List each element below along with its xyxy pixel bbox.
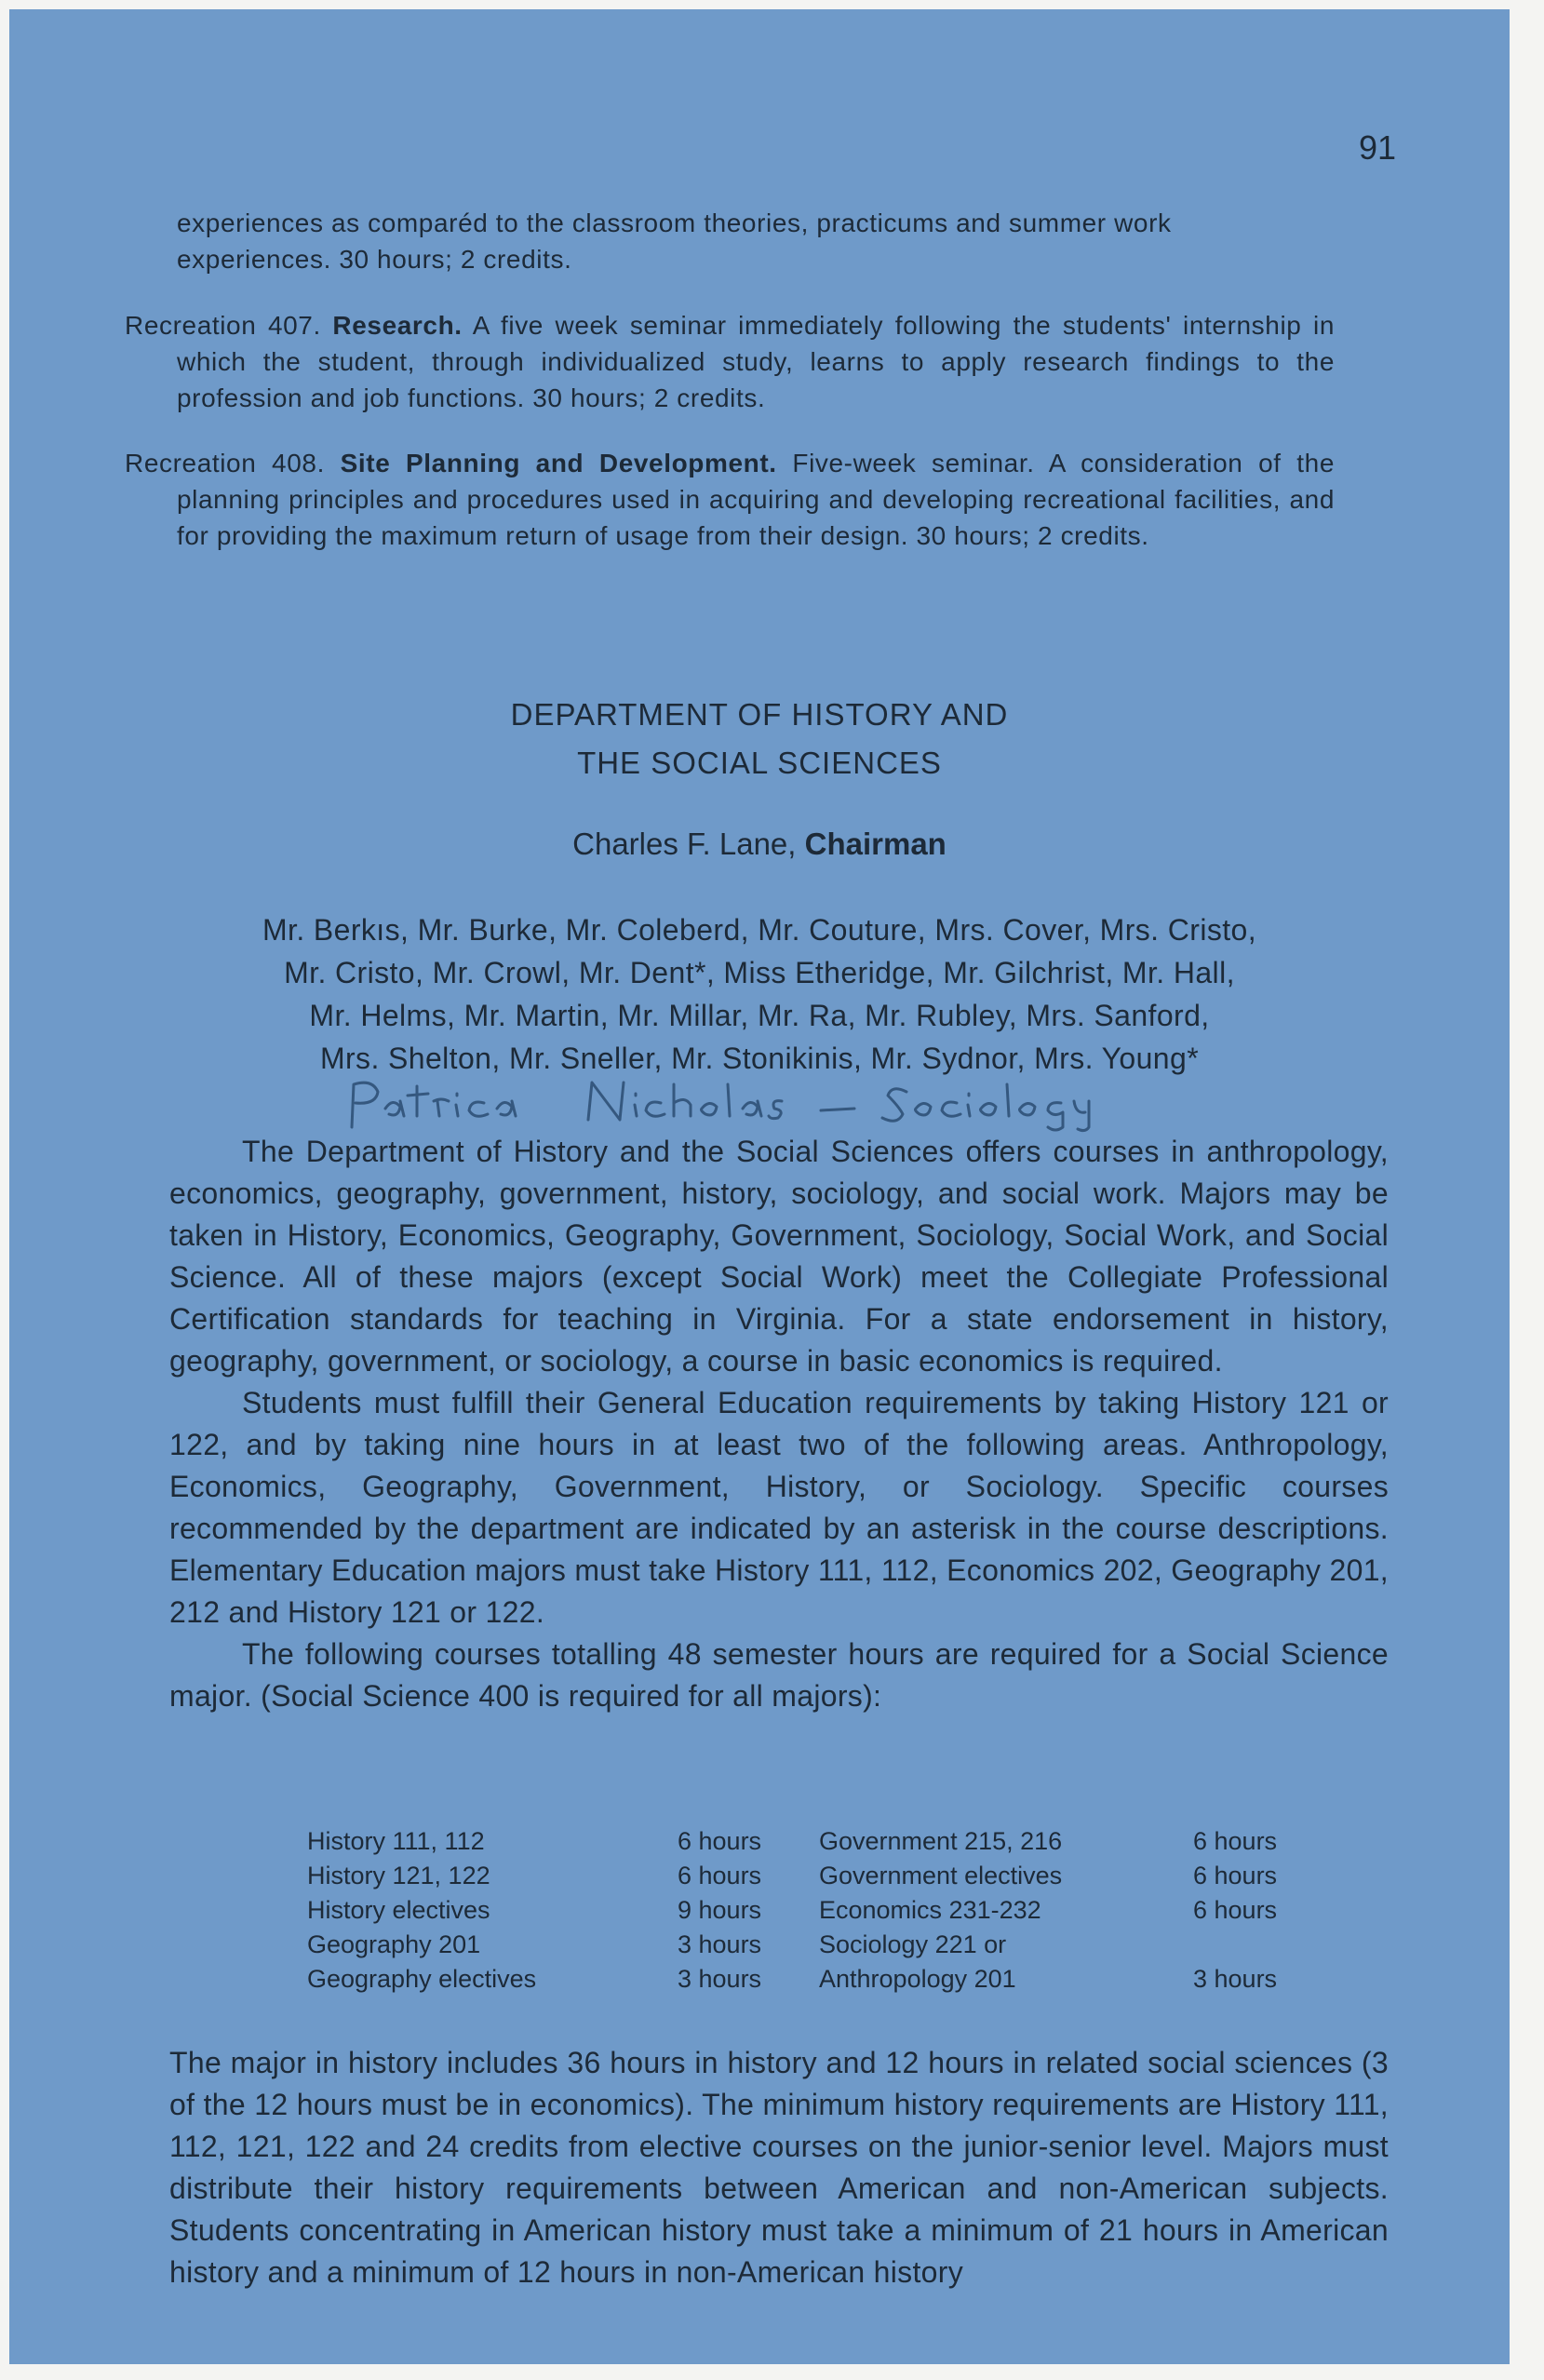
table-row: [307, 1962, 1331, 1997]
table-cell: 6 hours: [678, 1827, 762, 1855]
faculty-line: Mrs. Shelton, Mr. Sneller, Mr. Stonikinis, Mr. Sydnor, Mrs. Young*: [319, 1042, 1200, 1075]
catalog-page: [9, 9, 1510, 2364]
course-number: Recreation 407.: [125, 311, 321, 340]
table-cell: 6 hours: [678, 1862, 762, 1889]
handwritten-annotation: [344, 1073, 1284, 1135]
table-cell: [1193, 1928, 1331, 1962]
table-cell: Geography electives: [307, 1965, 537, 1993]
course-recreation-408: [125, 445, 1335, 554]
course-description: Five-week seminar. A consideration of the planning principles and procedures used in acquiring and developing recreational facilities, and for providing the maximum return of usage from their design. 30 hours; 2 credits.: [177, 449, 1335, 550]
table-cell: History 111, 112: [307, 1827, 485, 1855]
table-cell: 6 hours: [1193, 1862, 1278, 1889]
chair-role: Chairman: [804, 827, 947, 861]
table-cell: 9 hours: [678, 1896, 762, 1924]
table-cell: 3 hours: [678, 1930, 762, 1958]
course-recreation-407: [125, 307, 1335, 416]
department-title: [9, 691, 1510, 787]
course-title: Research.: [332, 311, 463, 340]
body-paragraph: The Department of History and the Social Sciences offers courses in anthropology, economics, geography, government, history, sociology, and social work. Majors may be taken in History, Economics, Geography, Government, Sociology, Social Work, and Social Science. All of these majors (except Social Work) meet the Collegiate Professional Certification standards for teaching in Virginia. For a state endorsement in history, geography, government, or sociology, a course in basic economics is required.: [169, 1135, 1389, 1378]
course-number: Recreation 408.: [125, 449, 325, 477]
faculty-list: [9, 908, 1510, 1080]
faculty-line: Mr. Berkıs, Mr. Burke, Mr. Coleberd, Mr. Couture, Mrs. Cover, Mrs. Cristo,: [262, 913, 1257, 947]
table-cell: 6 hours: [1193, 1896, 1278, 1924]
body-paragraph: The following courses totalling 48 semester hours are required for a Social Science major. (Social Science 400 is required for all majors):: [169, 1637, 1389, 1713]
table-cell: History electives: [307, 1896, 490, 1924]
table-cell: 6 hours: [1193, 1827, 1278, 1855]
table-cell: Economics 231-232: [819, 1896, 1041, 1924]
paragraph-line: experiences. 30 hours; 2 credits.: [177, 245, 572, 274]
department-description: [169, 1131, 1389, 1717]
faculty-line: Mr. Helms, Mr. Martin, Mr. Millar, Mr. Ra, Mr. Rubley, Mrs. Sanford,: [309, 999, 1210, 1032]
table-cell: Government 215, 216: [819, 1827, 1063, 1855]
chair-name: Charles F. Lane,: [572, 827, 797, 861]
body-paragraph: Students must fulfill their General Education requirements by taking History 121 or 122, and by taking nine hours in at least two of the following areas. Anthropology, Economics, Geography, Government, History, or Sociology. Specific courses recommended by the department are indicated by an asterisk in the course descriptions. Elementary Education majors must take History 111, 112, Economics 202, Geography 201, 212 and History 121 or 122.: [169, 1386, 1389, 1629]
table-row: [307, 1824, 1331, 1859]
table-cell: History 121, 122: [307, 1862, 490, 1889]
course-title: Site Planning and Development.: [340, 449, 777, 477]
department-chair: [9, 827, 1510, 862]
table-cell: Anthropology 201: [819, 1965, 1016, 1993]
requirements-table: [307, 1824, 1331, 1997]
table-cell: 3 hours: [1193, 1965, 1278, 1993]
table-cell: Government electives: [819, 1862, 1063, 1889]
table-cell: Geography 201: [307, 1930, 481, 1958]
table-row: [307, 1928, 1331, 1962]
course-description: A five week seminar immediately following the students' internship in which the student, through individualized study, learns to apply research findings to the profession and job functions. 30 hours; 2 credits.: [177, 311, 1335, 412]
continued-course-paragraph: [177, 205, 1387, 277]
page-number: 91: [1359, 128, 1397, 167]
paragraph-line: experiences as comparéd to the classroom theories, practicums and summer work: [177, 208, 1172, 237]
table-row: [307, 1859, 1331, 1893]
body-paragraph: The major in history includes 36 hours in history and 12 hours in related social sciences (3 of the 12 hours must be in economics). The minimum history requirements are History 111, 112, 121, 122 and 24 credits from elective courses on the junior-senior level. Majors must distribute their history requirements between American and non-American subjects. Students concentrating in American history must take a minimum of 21 hours in American history and a minimum of 12 hours in non-American history: [169, 2046, 1389, 2289]
history-major-paragraph: [169, 2042, 1389, 2293]
table-row: [307, 1893, 1331, 1928]
faculty-line: Mr. Cristo, Mr. Crowl, Mr. Dent*, Miss Etheridge, Mr. Gilchrist, Mr. Hall,: [284, 956, 1235, 989]
department-title-line: DEPARTMENT OF HISTORY AND: [510, 697, 1009, 732]
table-cell: Sociology 221 or: [819, 1930, 1007, 1958]
department-title-line: THE SOCIAL SCIENCES: [577, 746, 942, 780]
table-cell: 3 hours: [678, 1965, 762, 1993]
